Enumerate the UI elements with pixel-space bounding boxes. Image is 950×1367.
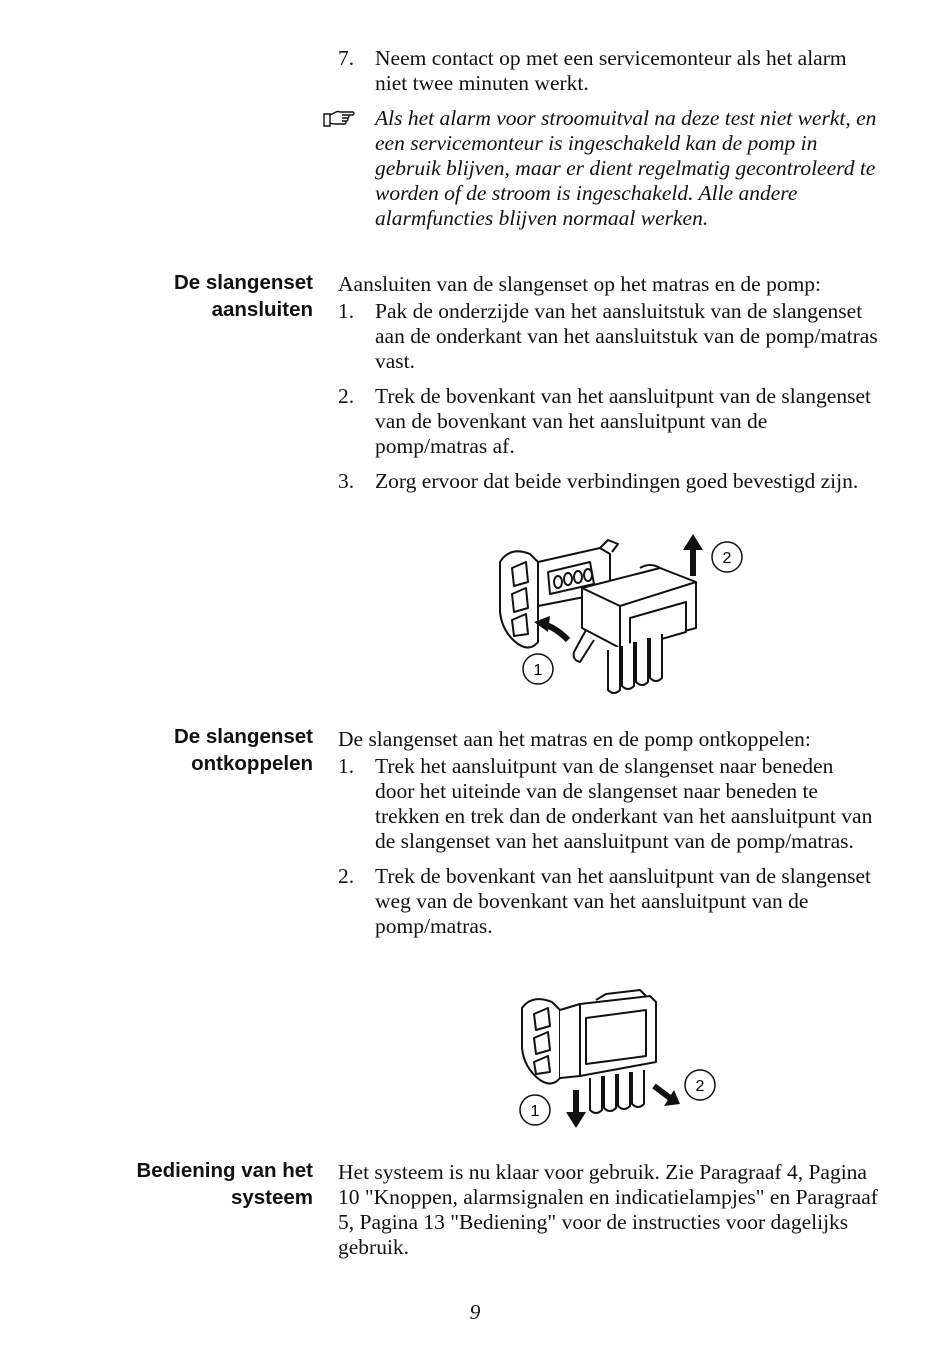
operation-text: Het systeem is nu klaar voor gebruik. Zie Paragraaf 4, Pagina 10 "Knoppen, alarmsignalen en indicatielampjes" en Paragraaf 5, Pagina 13 "Bediening" voor de instructies voor dagelijks gebruik.	[338, 1160, 878, 1259]
list-item	[338, 864, 878, 939]
section-heading-disconnect	[60, 723, 313, 777]
intro-text: De slangenset aan het matras en de pomp ontkoppelen:	[338, 727, 811, 751]
step-text: Trek de bovenkant van het aansluitpunt van de slangenset weg van de bovenkant van het aansluitpunt van de pomp/matras.	[375, 864, 871, 938]
section-heading-operation	[60, 1157, 313, 1211]
note-text: Als het alarm voor stroomuitval na deze test niet werkt, en een servicemonteur is ingeschakeld kan de pomp in gebruik blijven, maar er dient regelmatig gecontroleerd te worden of de stroom is ingeschakeld. Alle andere alarmfuncties blijven normaal werken.	[375, 106, 877, 230]
heading-line: De slangenset	[174, 725, 313, 748]
figure-label-2: 2	[695, 1078, 705, 1095]
pointing-hand-icon	[322, 106, 356, 128]
heading-line: Bediening van het	[136, 1159, 313, 1182]
step-number: 1.	[338, 754, 355, 778]
heading-line: systeem	[230, 1186, 313, 1209]
step-text: Zorg ervoor dat beide verbindingen goed bevestigd zijn.	[375, 469, 859, 493]
intro-text: Aansluiten van de slangenset op het matras en de pomp:	[338, 272, 822, 296]
disconnect-illustration	[510, 982, 725, 1132]
connect-instructions	[338, 272, 878, 504]
step-text: Trek het aansluitpunt van de slangenset naar beneden door het uiteinde van de slangenset naar beneden te trekken en trek dan de onderkant van het aansluitpunt van de slangenset van het aansluitpunt van de pomp/matras.	[375, 754, 873, 853]
figure-label-2: 2	[722, 550, 732, 567]
step-number: 1.	[338, 299, 355, 323]
section-heading-connect	[60, 269, 313, 323]
step-number: 2.	[338, 864, 355, 888]
list-item	[338, 384, 878, 459]
step-text: Pak de onderzijde van het aansluitstuk van de slangenset aan de onderkant van het aansluitstuk van de pomp/matras vast.	[375, 299, 878, 373]
list-item-step-7	[338, 46, 878, 96]
heading-line: ontkoppelen	[191, 752, 313, 775]
heading-line: aansluiten	[211, 298, 313, 321]
note	[338, 106, 878, 231]
step-text: Trek de bovenkant van het aansluitpunt van de slangenset van de bovenkant van het aansluitpunt van de pomp/matras af.	[375, 384, 871, 458]
page-number: 9	[469, 1300, 481, 1324]
step-number: 2.	[338, 384, 355, 408]
step-number: 7.	[338, 46, 355, 70]
step-7-block	[338, 46, 878, 231]
step-text: Neem contact op met een servicemonteur als het alarm niet twee minuten werkt.	[375, 46, 847, 95]
figure-label-1: 1	[530, 1103, 540, 1120]
disconnect-instructions	[338, 727, 878, 949]
figure-label-1: 1	[533, 662, 543, 679]
list-item	[338, 469, 878, 494]
step-number: 3.	[338, 469, 355, 493]
list-item	[338, 754, 878, 854]
heading-line: De slangenset	[174, 271, 313, 294]
connect-illustration	[490, 532, 760, 707]
list-item	[338, 299, 878, 374]
